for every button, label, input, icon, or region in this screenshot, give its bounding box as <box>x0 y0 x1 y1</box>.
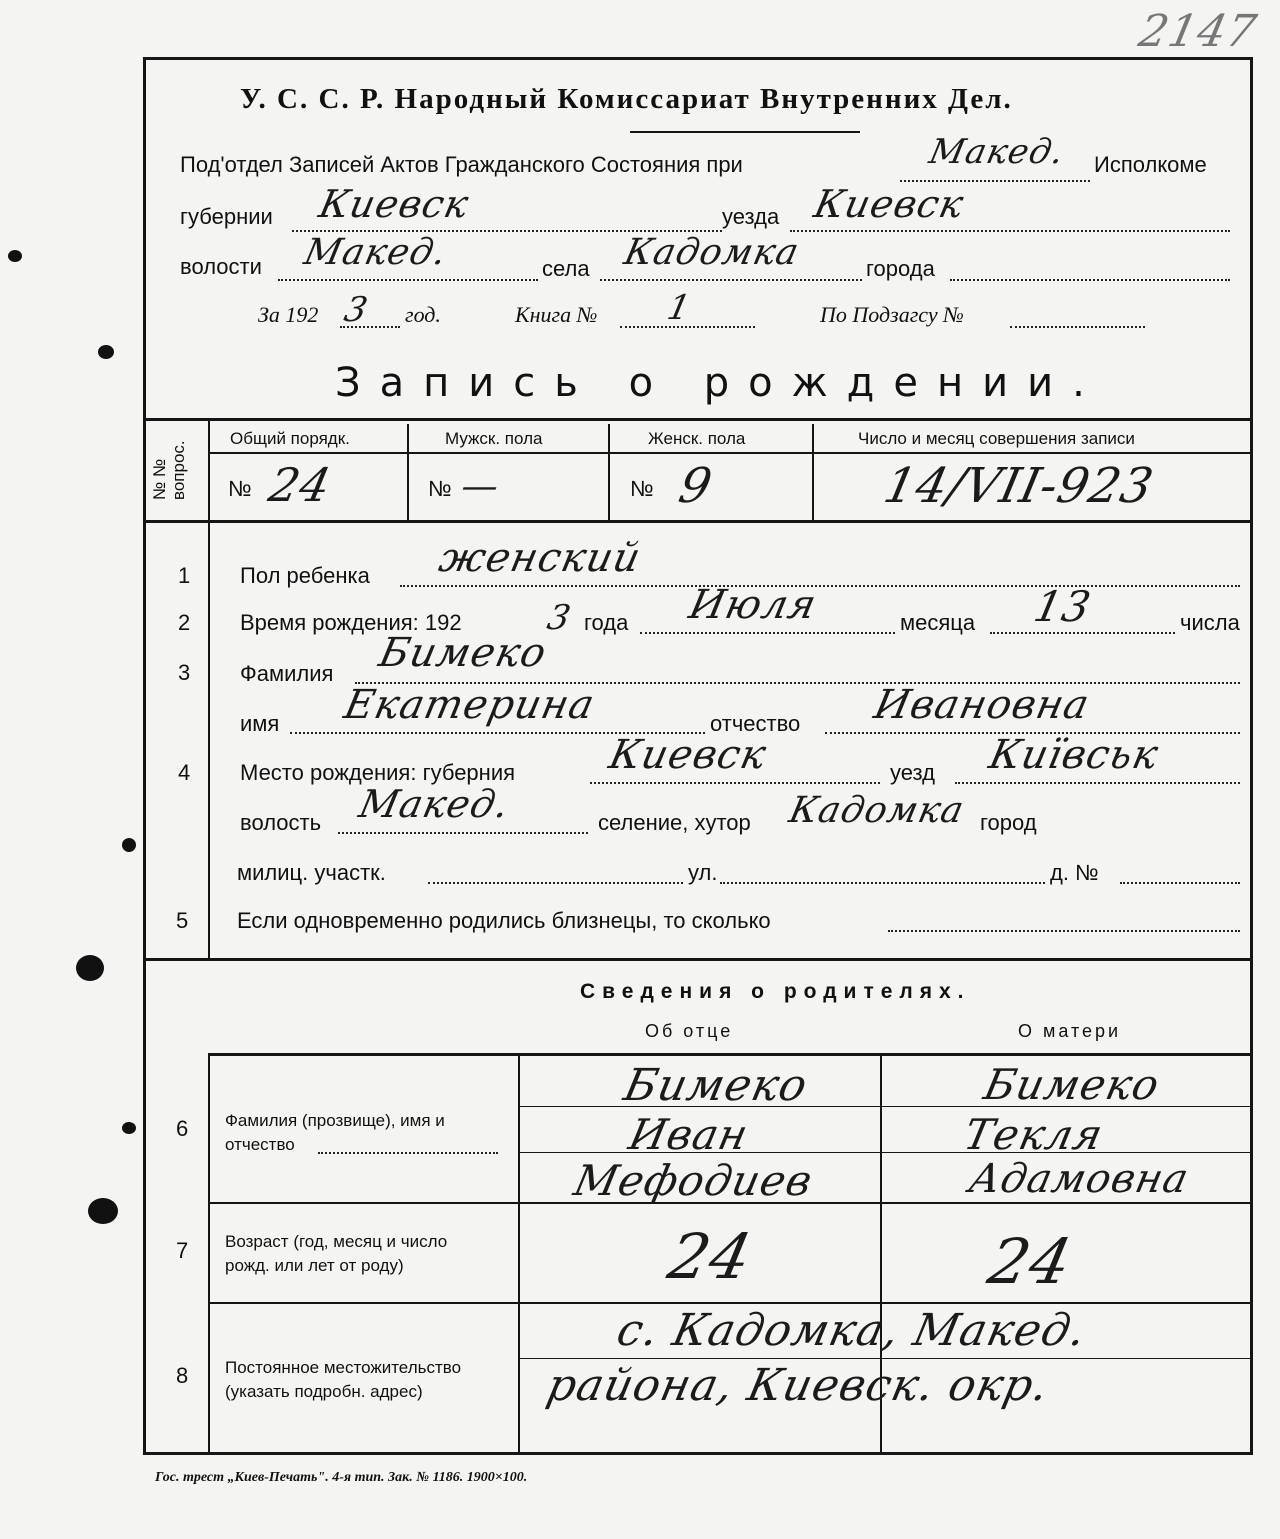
milic-label: милиц. участк. <box>237 860 386 885</box>
dom-label: д. № <box>1050 860 1099 885</box>
male-no-sign: № <box>428 476 452 501</box>
q1-label: Пол ребенка <box>240 563 370 588</box>
male-value: — <box>457 466 504 507</box>
volost-label: волости <box>180 254 262 279</box>
archive-page-number: 2147 <box>1134 6 1262 57</box>
subdept-value: Макед. <box>925 132 1069 172</box>
father-col-header: Об отце <box>645 1021 734 1041</box>
gorod-line <box>950 279 1230 281</box>
volost-line <box>278 279 538 281</box>
ul-label: ул. <box>688 860 718 885</box>
col-male-header: Мужск. пола <box>445 429 543 448</box>
record-title: Запись о рождении. <box>335 360 1104 406</box>
q2-mesyaca-label: месяца <box>900 610 976 635</box>
volost-birth-value: Макед. <box>355 782 514 826</box>
otch-label: отчество <box>710 711 801 736</box>
q6-label-dots <box>318 1152 498 1154</box>
binder-hole <box>98 345 114 359</box>
selenie-label: селение, хутор <box>598 810 751 835</box>
q4-uezd-label: уезд <box>890 760 935 785</box>
year-digit: 3 <box>340 290 372 330</box>
q3-value: Бимеко <box>375 630 551 676</box>
q3-label: Фамилия <box>240 661 334 686</box>
kniga-value: 1 <box>663 288 695 328</box>
q4-uezd-value: Київськ <box>985 732 1163 778</box>
binder-hole <box>76 955 104 981</box>
address-line-2: района, Киевск. окр. <box>542 1360 1054 1411</box>
selo-value: Кадомка <box>620 232 803 273</box>
date-value: 14/VII-923 <box>879 458 1159 514</box>
q4-label: Место рождения: губерния <box>240 760 516 785</box>
name-label: имя <box>240 711 280 736</box>
q6-label-line-2: отчество <box>225 1135 295 1154</box>
gorod-label: города <box>866 256 935 281</box>
binder-hole <box>122 838 136 852</box>
q4-gub-line <box>590 782 880 784</box>
kniga-label: Книга № <box>515 302 598 327</box>
ispolkom-label: Исполкоме <box>1094 152 1207 177</box>
parents-title: Сведения о родителях. <box>580 980 971 1003</box>
rule <box>812 424 814 520</box>
address-line-1: с. Кадомка, Макед. <box>612 1305 1092 1356</box>
q6-number: 6 <box>176 1116 189 1141</box>
volost-birth-line <box>338 832 588 834</box>
selo-label: села <box>542 256 590 281</box>
rule <box>208 1302 1253 1304</box>
q2-chisla-label: числа <box>1180 610 1240 635</box>
podzagsu-line <box>1010 326 1145 328</box>
question-number-column-label <box>150 440 188 500</box>
header-title-underline <box>630 131 860 133</box>
q6-label-line-1: Фамилия (прозвище), имя и <box>225 1111 445 1130</box>
name-value: Екатерина <box>340 682 599 728</box>
rule <box>520 1358 1253 1359</box>
q2-goda-label: года <box>584 610 629 635</box>
rule <box>143 418 1253 421</box>
father-age: 24 <box>662 1220 759 1293</box>
rule <box>208 1053 1253 1056</box>
kniga-line <box>620 326 755 328</box>
female-value: 9 <box>674 458 718 514</box>
year-line <box>340 326 400 328</box>
father-patronymic: Мефодиев <box>569 1156 818 1205</box>
printer-imprint: Гос. трест „Киев-Печать". 4-я тип. Зак. № 1186. 1900×100. <box>155 1470 528 1485</box>
mother-name: Текля <box>959 1110 1108 1159</box>
q2-day-line <box>990 632 1175 634</box>
uezd-line <box>790 230 1230 232</box>
q2-label: Время рождения: 192 <box>240 610 462 635</box>
rule <box>208 418 210 958</box>
col-date-header: Число и месяц совершения записи <box>858 429 1135 448</box>
podzagsu-label: По Подзагсу № <box>820 302 964 327</box>
q1-number: 1 <box>178 563 191 588</box>
q2-month-value: Июля <box>685 582 821 628</box>
q1-value: женский <box>435 535 646 581</box>
rule <box>143 520 1253 523</box>
selo-line <box>600 279 862 281</box>
side-label-line-2: вопрос. <box>169 440 188 500</box>
q7-number: 7 <box>176 1238 189 1263</box>
uezd-label: уезда <box>722 204 780 229</box>
mother-patronymic: Адамовна <box>965 1156 1194 1202</box>
otch-value: Ивановна <box>870 682 1094 728</box>
q2-year-digit: 3 <box>543 598 575 638</box>
rule <box>608 424 610 520</box>
binder-hole <box>88 1198 118 1224</box>
rule <box>407 424 409 520</box>
subdept-label: Под'отдел Записей Актов Гражданского Состояния при <box>180 152 743 177</box>
q7-label-line-1: Возраст (год, месяц и число <box>225 1232 448 1251</box>
mother-col-header: О матери <box>1018 1021 1122 1041</box>
side-label-line-1: № № <box>150 458 169 500</box>
q8-label-line-1: Постоянное местожительство <box>225 1358 462 1377</box>
q4-uezd-line <box>955 782 1240 784</box>
q4-gub-value: Киевск <box>605 732 771 778</box>
rule <box>518 1053 520 1455</box>
dom-line <box>1120 882 1240 884</box>
q5-number: 5 <box>176 908 189 933</box>
q4-number: 4 <box>178 760 191 785</box>
year-suffix: год. <box>405 302 441 327</box>
father-surname: Бимеко <box>619 1060 813 1111</box>
mother-surname: Бимеко <box>979 1060 1165 1109</box>
gubernia-value: Киевск <box>315 182 474 226</box>
q3-number: 3 <box>178 660 191 685</box>
ul-line <box>720 882 1045 884</box>
q2-month-line <box>640 632 895 634</box>
binder-hole <box>122 1122 136 1134</box>
year-prefix: За 192 <box>258 302 319 327</box>
father-name: Иван <box>624 1110 753 1159</box>
q5-line <box>888 930 1240 932</box>
selenie-value: Кадомка <box>785 790 968 831</box>
volost-value: Макед. <box>300 232 451 273</box>
rule <box>208 1053 210 1455</box>
binder-hole <box>8 250 22 262</box>
q7-label-line-2: рожд. или лет от роду) <box>225 1256 404 1275</box>
gubernia-label: губернии <box>180 204 273 229</box>
volost-birth-label: волость <box>240 810 322 835</box>
mother-age: 24 <box>982 1225 1079 1298</box>
total-no-sign: № <box>228 476 252 501</box>
rule <box>210 452 1253 454</box>
q8-label-line-2: (указать подробн. адрес) <box>225 1382 423 1401</box>
q5-label: Если одновременно родились близнецы, то сколько <box>237 908 771 933</box>
q2-day-value: 13 <box>1029 582 1096 631</box>
gorod-birth-label: город <box>980 810 1037 835</box>
rule <box>143 958 1253 961</box>
col-total-header: Общий порядк. <box>230 429 350 448</box>
milic-line <box>428 882 683 884</box>
female-no-sign: № <box>630 476 654 501</box>
q8-number: 8 <box>176 1363 189 1388</box>
q2-number: 2 <box>178 610 191 635</box>
uezd-value: Киевск <box>810 182 969 226</box>
col-female-header: Женск. пола <box>648 429 746 448</box>
total-value: 24 <box>264 458 337 512</box>
header-title: У. С. С. Р. Народный Комиссариат Внутренних Дел. <box>240 83 1013 115</box>
